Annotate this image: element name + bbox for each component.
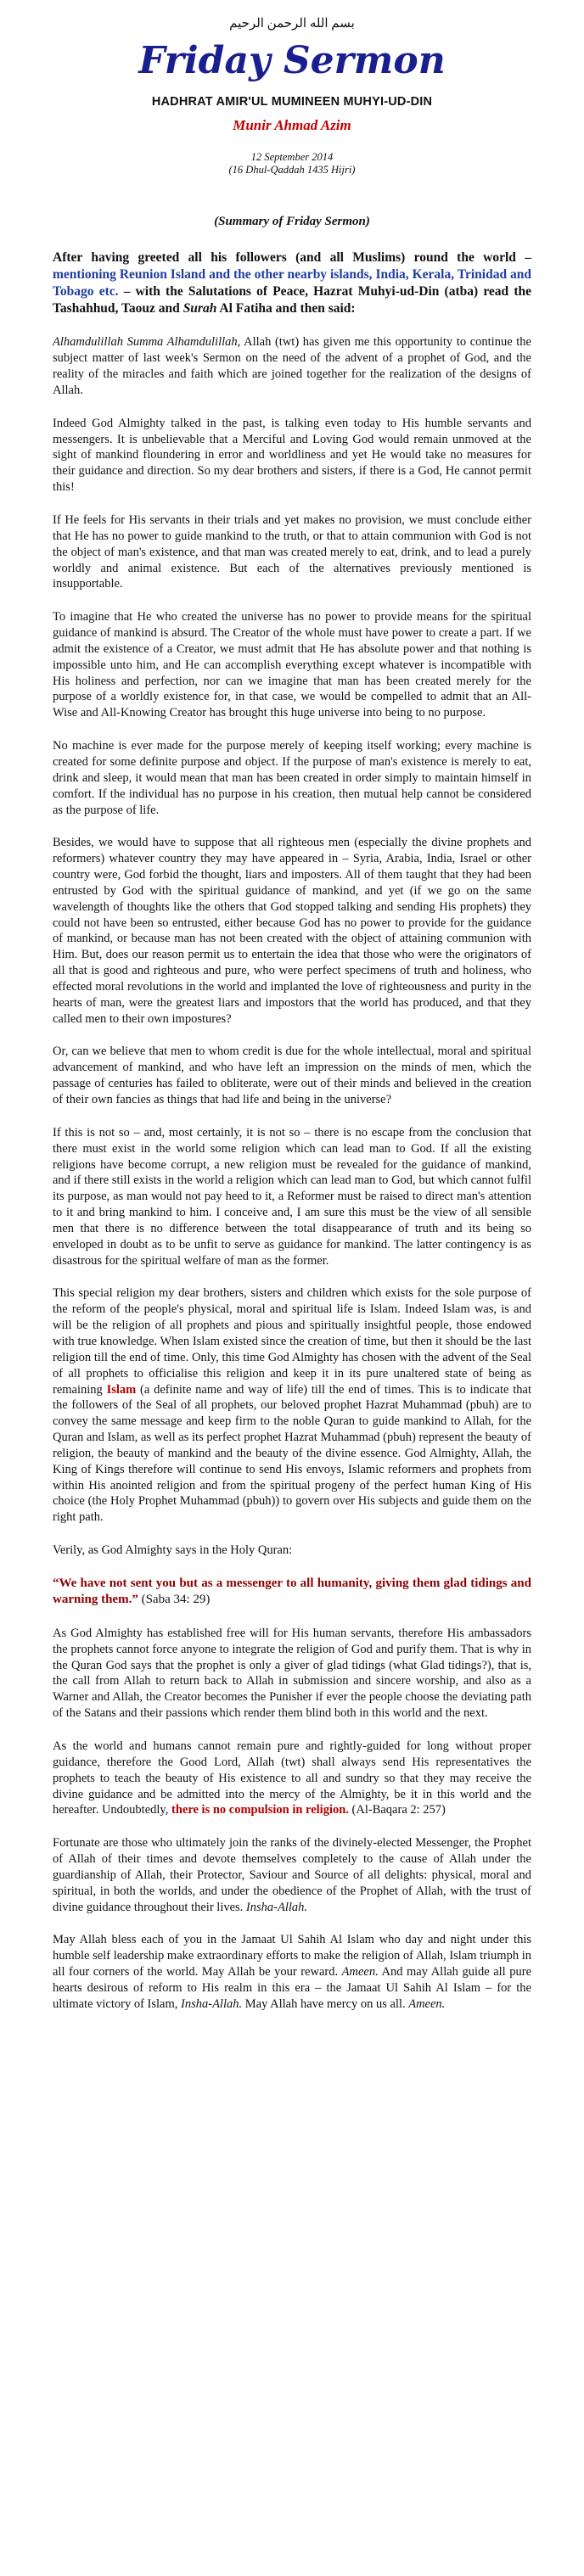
summary-label: (Summary of Friday Sermon) bbox=[214, 214, 370, 228]
paragraph-13: Fortunate are those who ultimately join the ranks of the divinely-elected Messenger, the Prophet of Allah of their times and devote themselves completely to the cause of Allah under the guardianship of Allah, their Protector, Saviour and Source of all delights: physical, moral and spiritual, in both the worlds, and under the obedience of the Prophet of Allah, with the trust of divine guidance throughout their lives. Insha-Allah. bbox=[53, 1836, 531, 1914]
paragraph-12: As the world and humans cannot remain pure and rightly-guided for long without proper guidance, therefore the Good Lord, Allah (twt) shall always send His representatives the prophets to teach the beauty of His existence to all and sundry so that they may receive the divine guidance and be admitted into the mercy of the Almighty, be it in this world and the hereafter. Undoubtedly, there is no compulsion in religion. (Al-Baqara 2: 257) bbox=[53, 1739, 531, 1817]
paragraph-4: To imagine that He who created the universe has no power to provide means for the spiritual guidance of mankind is absurd. The Creator of the whole must have power to create a part. If we admit the existence of a Creator, we must admit that He has absolute power and that nothing is impossible unto him, and He can accomplish everything except whatever is incompatible with His holiness and perfection, nor can we imagine that man has been created merely for the purpose of a worldly existence for, in that case, we would be compelled to admit that an All-Wise and All-Knowing Creator has brought this huge universe into being to no purpose. bbox=[53, 610, 531, 720]
paragraph-10: Verily, as God Almighty says in the Holy Quran: bbox=[53, 1543, 293, 1558]
paragraph-8: If this is not so – and, most certainly, it is not so – there is no escape from the conclusion that there must exist in the world some religion which can lead man to God. If all the existing religions have become corrupt, a new religion must be revealed for the guidance of mankind, and if there still exists in the world a religion which can lead man to God, but which cannot fulfil its purpose, as man would not pay heed to it, a Reformer must be raised to direct man's attention to it and bring mankind to him. I conceive and, I am sure this must be the view of all sensible men that there is no difference between the total disappearance of truth and its being so enveloped in doubt as to be unfit to serve as guidance for mankind. The latter contingency is as disastrous for the spiritual welfare of man as the former. bbox=[53, 1125, 531, 1268]
date-hijri: (16 Dhul-Qaddah 1435 Hijri) bbox=[228, 164, 356, 176]
page-title: Friday Sermon bbox=[138, 39, 446, 82]
quote-reference: (Saba 34: 29) bbox=[141, 1593, 211, 1607]
paragraph-11: As God Almighty has established free will for His human servants, therefore His ambassadors the prophets cannot force anyone to integrate the religion of God and purify them. That is why in the Quran God says that the prophet is only a giver of glad tidings (what Glad tidings?), that is, the call from Allah to return back to Allah in submission and sincere worship, and also as a Warner and Allah, the Creator becomes the Punisher if ever the people choose the deviating path of the Satans and their passions which render them blind both in this world and the next. bbox=[53, 1626, 531, 1721]
intro-paragraph: After having greeted all his followers (and all Muslims) round the world – mentioning Reunion Island and the other nearby islands, India, Kerala, Trinidad and Tobago etc. – with the Salutations of Peace, Hazrat Muhyi-ud-Din (atba) read the Tashahhud, Taouz and Surah Al Fatiha and then said: bbox=[53, 249, 532, 316]
subtitle: HADHRAT AMIR'UL MUMINEEN MUHYI-UD-DIN bbox=[151, 94, 433, 109]
places-mentioned: mentioning Reunion Island and the other nearby islands, India, Kerala, Trinidad and Tobago etc. bbox=[53, 266, 531, 300]
paragraph-2: Indeed God Almighty talked in the past, is talking even today to His humble servants and messengers. It is unbelievable that a Merciful and Loving God would remain unmoved at the sight of mankind floundering in error and worldliness and yet He would take no measures for their guidance and direction. So my dear brothers and sisters, if there is a God, He cannot permit this! bbox=[53, 416, 531, 495]
bismillah: بسم الله الرحمن الرحيم bbox=[229, 17, 355, 31]
paragraph-9: This special religion my dear brothers, sisters and children which exists for the sole purpose of the reform of the people's physical, moral and spiritual life is Islam. Indeed Islam was, is and will be the religion of all prophets and pious and spiritually insightful people, those endowed with true knowledge. When Islam existed since the creation of time, but then it should be the last religion till the end of time. Only, this time God Almighty has chosen with the advent of the Seal of all prophets to officialise this religion and keep it in its pure unaltered state of being as remaining Islam (a definite name and way of life) till the end of times. This is to indicate that the followers of the Seal of all prophets, our beloved prophet Hazrat Muhammad (pbuh) are to convey the same message and keep firm to the noble Quran to guide mankind to Allah, for the Quran and Islam, as well as its perfect prophet Hazrat Muhammad (pbuh) represent the beauty of religion, the beauty of mankind and the beauty of the divine essence. God Almighty, Allah, the King of Kings therefore will continue to send His envoys, Islamic reformers and prophets from within His anointed religion and from the spiritual progeny of the perfect human King of His choice (the Holy Prophet Muhammad (pbuh)) to govern over His subjects and guide them on the right path. bbox=[53, 1286, 531, 1525]
sermon-date bbox=[53, 151, 531, 177]
date-gregorian: 12 September 2014 bbox=[250, 150, 334, 163]
paragraph-5: No machine is ever made for the purpose merely of keeping itself working; every machine is created for some definite purpose and object. If the purpose of man's existence is merely to eat, drink and sleep, it would mean that man has been created in order simply to maintain himself in comfort. If the individual has no purpose in his creation, then mutual help cannot be considered as the purpose of life. bbox=[53, 739, 531, 817]
paragraph-14: May Allah bless each of you in the Jamaat Ul Sahih Al Islam who day and night under this humble self leadership make extraordinary efforts to make the religion of Allah, Islam triumph in all four corners of the world. May Allah be your reward. Ameen. And may Allah guide all pure hearts desirous of reform to His realm in this era – the Jamaat Ul Sahih Al Islam – for the ultimate victory of Islam, Insha-Allah. May Allah have mercy on us all. Ameen. bbox=[53, 1933, 532, 2011]
islam-highlight: Islam bbox=[106, 1382, 137, 1397]
no-compulsion-highlight: there is no compulsion in religion. bbox=[171, 1803, 349, 1817]
paragraph-7: Or, can we believe that men to whom credit is due for the whole intellectual, moral and spiritual advancement of mankind, and who have left an impression on the minds of men, which the passage of centuries has failed to obliterate, were out of their minds and believed in the creation of their own fancies as things that had life and being in the universe? bbox=[53, 1044, 531, 1106]
paragraph-3: If He feels for His servants in their trials and yet makes no provision, we must conclude either that He has no power to guide mankind to the truth, or that to attain communion with God is not the object of man's existence, and that man was created merely to eat, drink, and to lead a purely worldly and animal existence. But each of the alternatives previously mentioned is insupportable. bbox=[53, 513, 531, 591]
paragraph-1: Alhamdulillah Summa Alhamdulillah, Allah (twt) has given me this opportunity to continue the subject matter of last week's Sermon on the need of the advent of a prophet of God, and the reality of the miracles and faith which are joined together for the realization of the designs of Allah. bbox=[53, 335, 531, 397]
quran-quote: “We have not sent you but as a messenger to all humanity, giving them glad tidings and warning them.” (Saba 34: 29) bbox=[53, 1576, 531, 1607]
author-name: Munir Ahmad Azim bbox=[233, 116, 351, 133]
paragraph-6: Besides, we would have to suppose that all righteous men (especially the divine prophets and reformers) whatever country they may have appeared in – Syria, Arabia, India, Israel or other country were, God forbid the thought, liars and imposters. All of them taught that they had been entrusted by God with the spiritual guidance of mankind, and yet (if we go on the same wavelength of thoughts like the others that God stopped talking and sending His prophets) they could not have been so entrusted, either because God has no power to provide for the guidance of mankind, or because man has not been created with the object of attaining communion with Him. But, does our reason permit us to entertain the idea that those who were the originators of all that is good and righteous and pure, who were perfect specimens of truth and holiness, who effected moral revolutions in the world and implanted the love of righteousness and purity in the hearts of man, were the greatest liars and impostors that the world has produced, and that they called men to their own impostures? bbox=[53, 836, 531, 1026]
